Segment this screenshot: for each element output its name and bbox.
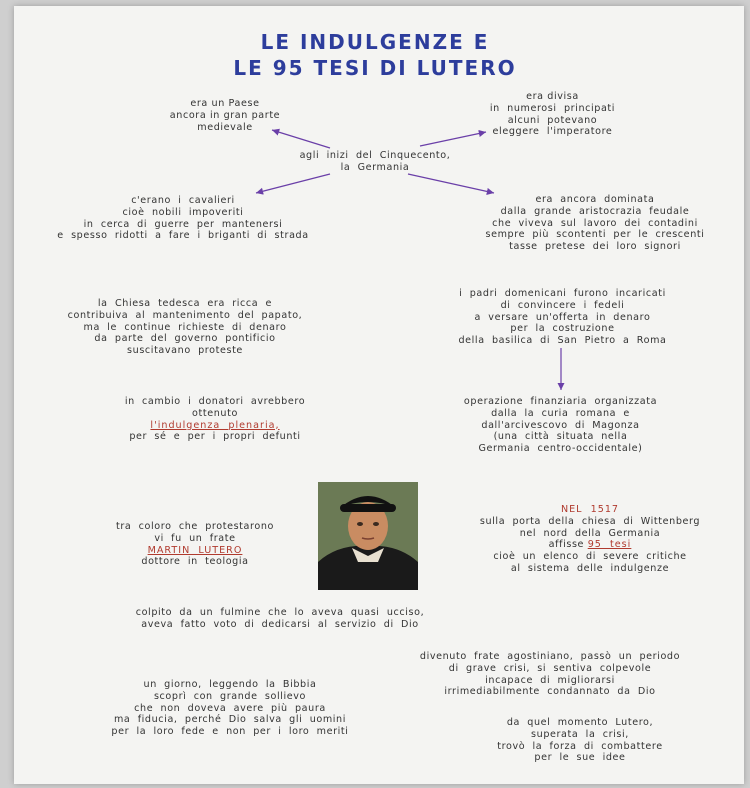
central-node: agli inizi del Cinquecento, la Germania	[299, 150, 451, 173]
financial-operation-node: operazione finanziaria organizzata dalla la curia romana e dall'arcivescovo di Magonza (una città situata nella Germania centro-occidentale)	[463, 396, 658, 455]
arrow-to-mid-right	[408, 174, 494, 193]
95-tesi-label: 95 tesi	[587, 539, 632, 551]
dominican-friars-node: i padri domenicani furono incaricati di convincere i fedeli a versare un'offerta in denaro per la costruzione della basilica di San Pietro a Roma	[458, 288, 667, 347]
martin-luther-portrait	[318, 482, 418, 590]
top-left-node: era un Paese ancora in gran parte medievale	[169, 98, 281, 133]
indulgence-node: in cambio i donatori avrebbero ottenuto l'indulgenza plenaria, per sé e per i propri defunti	[124, 396, 306, 443]
church-node: la Chiesa tedesca era ricca e contribuiva al mantenimento del papato, ma le continue richieste di denaro da parte del governo pontificio suscitavano proteste	[67, 298, 303, 357]
bible-node: un giorno, leggendo la Bibbia scoprì con grande sollievo che non doveva avere più paura ma fiducia, perché Dio salva gli uomini per la loro fede e non per i loro meriti	[111, 679, 349, 738]
martin-lutero-label: MARTIN LUTERO	[147, 544, 243, 556]
top-right-node: era divisa in numerosi principati alcuni potevano eleggere l'imperatore	[489, 91, 616, 138]
page-title-line-1: LE INDULGENZE E	[260, 30, 490, 54]
theses-node: NEL 1517 sulla porta della chiesa di Wittenberg nel nord della Germania affisse 95 tesi cioè un elenco di severe critiche al sistema delle indulgenze	[455, 504, 725, 575]
luther-node: tra coloro che protestarono vi fu un frate MARTIN LUTERO dottore in teologia	[100, 521, 290, 568]
arrow-to-mid-left	[256, 174, 330, 193]
strength-node: da quel momento Lutero, superata la crisi, trovò la forza di combattere per le sue idee	[497, 717, 663, 764]
page-title-line-2: LE 95 TESI DI LUTERO	[233, 56, 517, 80]
year-1517: NEL 1517	[560, 504, 620, 515]
aristocracy-node: era ancora dominata dalla grande aristocrazia feudale che viveva sul lavoro dei contadini sempre più scontenti per le crescenti tasse pretese dei loro signori	[485, 194, 705, 253]
friar-crisis-node: divenuto frate agostiniano, passò un periodo di grave crisi, si sentiva colpevole incapace di migliorarsi irrimediabilmente condannato da Dio	[419, 651, 681, 698]
lightning-node: colpito da un fulmine che lo aveva quasi ucciso, aveva fatto voto di dedicarsi al servizio di Dio	[135, 607, 425, 630]
knights-node: c'erano i cavalieri cioè nobili impoveriti in cerca di guerre per mantenersi e spesso ridotti a fare i briganti di strada	[57, 195, 309, 242]
